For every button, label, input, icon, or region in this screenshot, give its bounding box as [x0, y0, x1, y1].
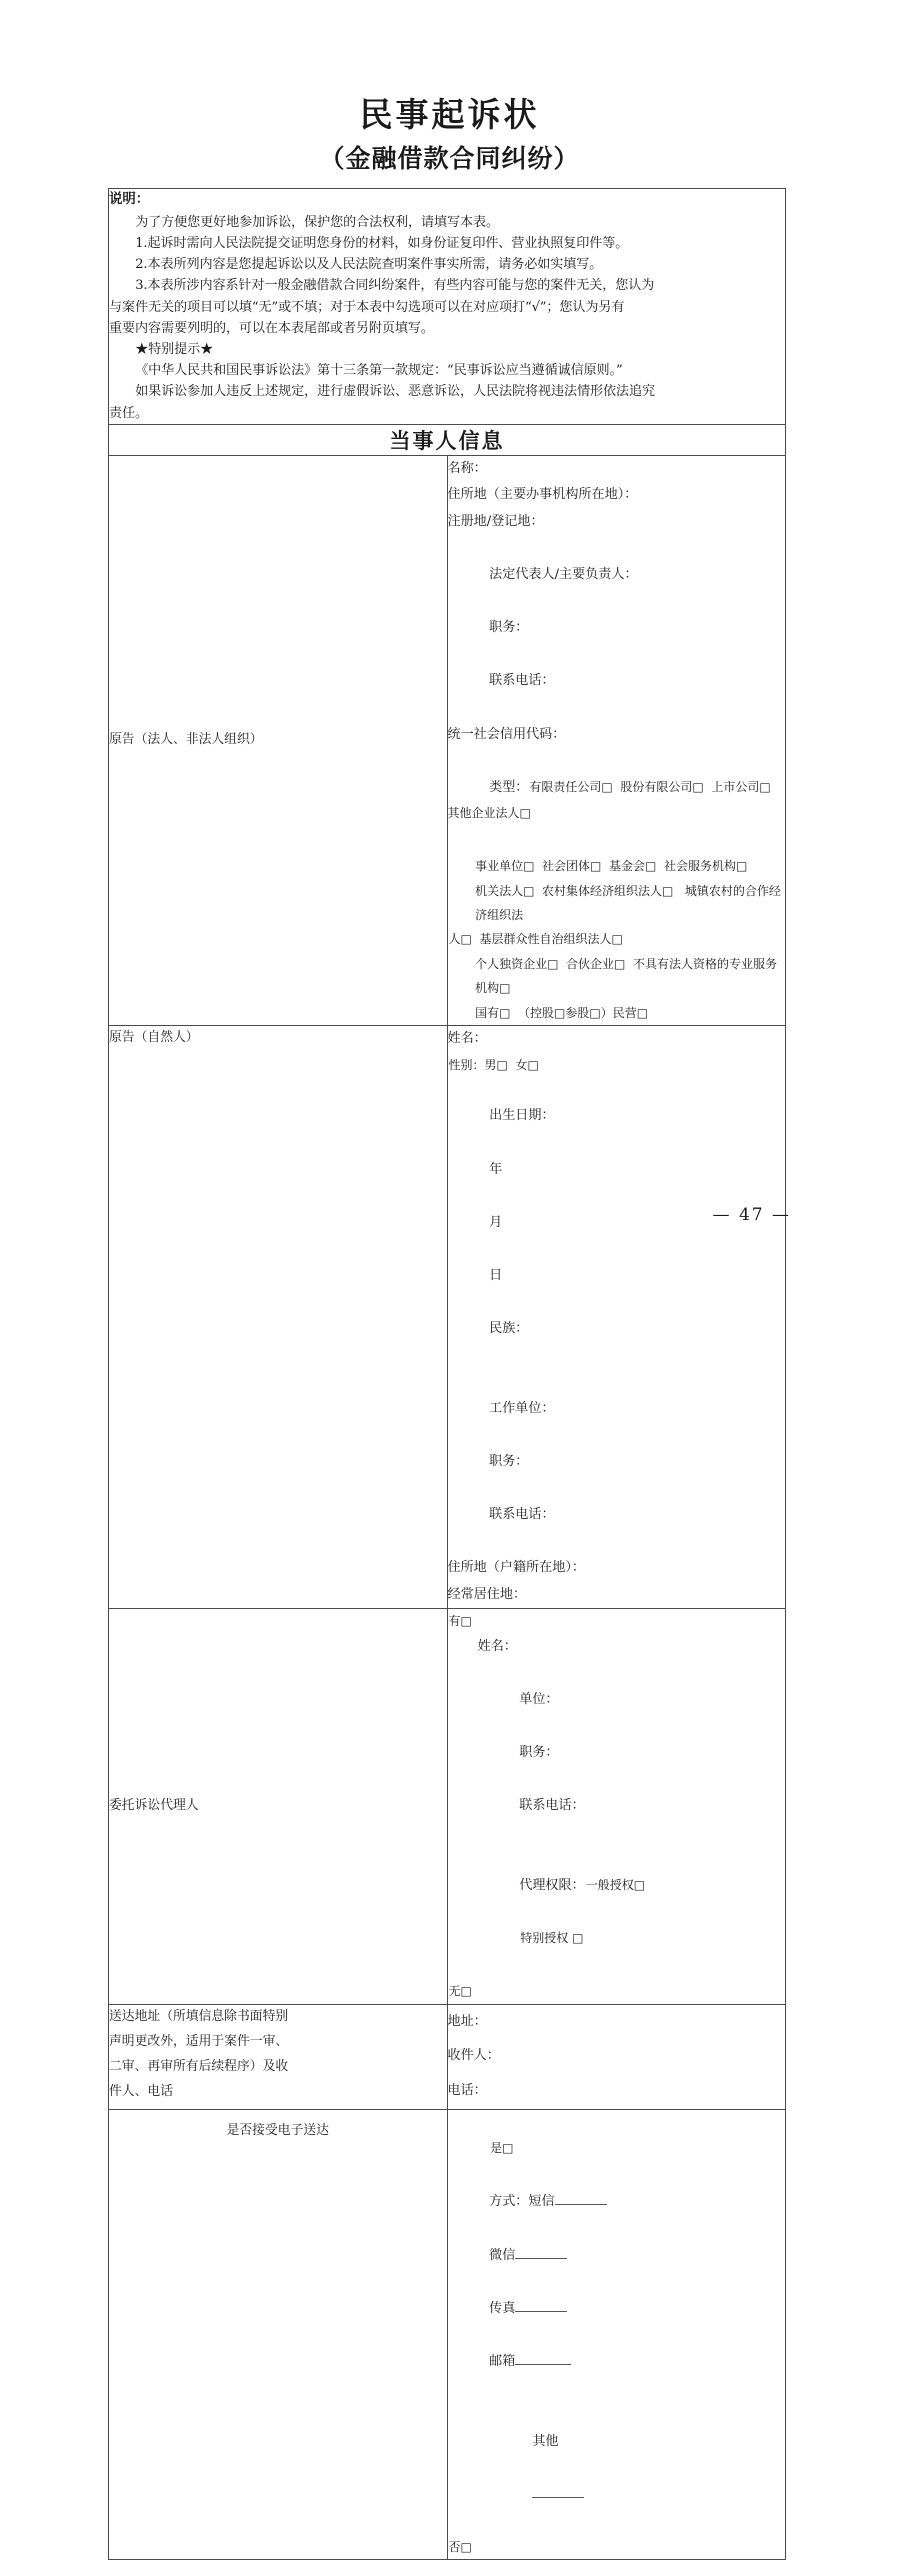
checkbox-authority-general[interactable]: 一般授权□ — [585, 1877, 646, 1892]
field-agent-authority-group — [448, 1846, 786, 1979]
field-service-address[interactable]: 地址： — [447, 2013, 487, 2029]
electronic-service-methods-line — [448, 2110, 786, 2402]
field-entity-legal-rep-group — [448, 535, 786, 721]
field-entity-name[interactable]: 名称： — [447, 460, 487, 476]
field-entity-type-line-1 — [448, 748, 786, 854]
checkbox-electronic-service-no[interactable]: 否□ — [448, 2539, 472, 2554]
field-person-ethnicity[interactable]: 民族： — [489, 1321, 529, 1337]
row-plaintiff-entity — [109, 455, 786, 1025]
instructions-line-1: 1.起诉时需向人民法院提交证明您身份的材料，如身份证复印件、营业执照复印件等。 — [135, 235, 629, 251]
label-service-address-line-4: 件人、电话 — [109, 2083, 173, 2099]
input-method-other[interactable] — [532, 2485, 584, 2498]
field-entity-position[interactable]: 职务： — [489, 620, 529, 636]
page-subtitle: （金融借款合同纠纷） — [319, 143, 580, 173]
field-agent-unit[interactable]: 单位： — [519, 1691, 559, 1707]
field-person-domicile[interactable]: 住所地（户籍所在地）： — [447, 1560, 585, 1576]
field-entity-credit-code[interactable]: 统一社会信用代码： — [447, 726, 566, 742]
field-entity-domicile[interactable]: 住所地（主要办事机构所在地）： — [447, 487, 638, 503]
field-person-position[interactable]: 职务： — [489, 1453, 529, 1469]
field-method-fax[interactable]: 传真 — [489, 2300, 516, 2316]
field-person-name[interactable]: 姓名： — [447, 1030, 487, 1046]
fields-service-address — [447, 2004, 786, 2109]
label-birth-month: 月 — [489, 1214, 503, 1230]
checkbox-electronic-service-yes[interactable]: 是□ — [490, 2141, 514, 2156]
field-person-work-group — [448, 1369, 786, 1555]
instructions-line-2: 2.本表所列内容是您提起诉讼以及人民法院查明案件事实所需，请务必如实填写。 — [135, 257, 603, 273]
field-agent-unit-group — [448, 1660, 786, 1846]
fields-plaintiff-entity — [447, 455, 786, 1025]
row-service-address — [109, 2004, 786, 2109]
label-plaintiff-entity: 原告（法人、非法人组织） — [109, 455, 448, 1025]
section-header-party-information: 当事人信息 — [109, 424, 786, 455]
field-agent-phone[interactable]: 联系电话： — [519, 1798, 585, 1814]
input-method-wechat[interactable] — [515, 2246, 567, 2259]
section-header-row — [109, 424, 786, 455]
field-entity-phone[interactable]: 联系电话： — [489, 673, 555, 689]
field-agent-name[interactable]: 姓名： — [477, 1638, 517, 1654]
checkbox-group-entity-type-5[interactable]: 个人独资企业□ 合伙企业□ 不具有法人资格的专业服务机构□ — [475, 956, 778, 996]
field-method-email[interactable]: 邮箱 — [489, 2353, 516, 2369]
instructions-line-3-cont-a: 与案件无关的项目可以填“无”或不填；对于本表中勾选项可以在对应项打“√”；您认为另有 — [109, 299, 625, 315]
field-person-residence[interactable]: 经常居住地： — [447, 1586, 527, 1602]
checkbox-group-entity-type-1[interactable]: 有限责任公司□ 股份有限公司□ 上市公司□ 其他企业法人□ — [447, 779, 779, 821]
field-method-sms[interactable]: 短信 — [528, 2194, 555, 2210]
page-number: — 47 — — [712, 1205, 791, 1225]
field-person-phone[interactable]: 联系电话： — [489, 1507, 555, 1523]
label-birth-day: 日 — [489, 1267, 503, 1283]
field-method-other[interactable]: 其他 — [532, 2433, 559, 2449]
checkbox-group-entity-type-3[interactable]: 机关法人□ 农村集体经济组织法人□ 城镇农村的合作经济组织法 — [475, 883, 781, 923]
instructions-cell — [109, 189, 786, 425]
instructions-line-3-cont-b: 重要内容需要列明的，可以在本表尾部或者另附页填写。 — [109, 320, 434, 336]
field-service-recipient[interactable]: 收件人： — [447, 2048, 500, 2064]
row-agent — [109, 1609, 786, 2004]
input-method-fax[interactable] — [515, 2299, 567, 2312]
field-person-work-unit[interactable]: 工作单位： — [489, 1400, 555, 1416]
party-information-form — [108, 188, 786, 2560]
instructions-line-0: 为了方便您更好地参加诉讼，保护您的合法权利，请填写本表。 — [135, 214, 500, 230]
field-method-wechat[interactable]: 微信 — [489, 2247, 516, 2263]
field-person-birth-date[interactable]: 出生日期： — [489, 1108, 555, 1124]
label-service-address-line-3: 二审、再审所有后续程序）及收 — [109, 2058, 289, 2074]
page-title: 民事起诉状 — [359, 95, 540, 134]
fields-agent — [447, 1609, 786, 2004]
label-plaintiff-person: 原告（自然人） — [109, 1025, 448, 1609]
label-service-address — [109, 2004, 448, 2109]
label-birth-year: 年 — [489, 1161, 503, 1177]
checkbox-group-person-gender[interactable]: 性别：男□ 女□ — [448, 1057, 539, 1072]
instructions-heading: 说明： — [109, 191, 150, 207]
label-electronic-service-method: 方式： — [489, 2194, 529, 2210]
label-service-address-line-2: 声明更改外，适用于案件一审、 — [109, 2033, 289, 2049]
field-agent-position[interactable]: 职务： — [519, 1745, 559, 1761]
instructions-row — [109, 189, 786, 425]
label-electronic-service: 是否接受电子送达 — [109, 2109, 448, 2560]
special-notice-warning: 如果诉讼参加人违反上述规定，进行虚假诉讼、恶意诉讼，人民法院将视违法情形依法追究 — [135, 384, 655, 400]
label-agent: 委托诉讼代理人 — [109, 1609, 448, 2004]
input-method-email[interactable] — [515, 2352, 571, 2365]
checkbox-agent-none[interactable]: 无□ — [448, 1984, 472, 1999]
checkbox-agent-has[interactable]: 有□ — [448, 1614, 472, 1629]
input-method-sms[interactable] — [555, 2192, 607, 2205]
title-block — [0, 0, 899, 174]
row-electronic-service — [109, 2109, 786, 2560]
label-agent-authority: 代理权限： — [519, 1877, 585, 1893]
field-entity-legal-rep[interactable]: 法定代表人/主要负责人： — [489, 567, 638, 583]
checkbox-group-entity-type-2[interactable]: 事业单位□ 社会团体□ 基金会□ 社会服务机构□ — [475, 859, 748, 874]
field-entity-registration[interactable]: 注册地/登记地： — [447, 513, 544, 529]
field-service-phone[interactable]: 电话： — [447, 2083, 487, 2099]
special-notice-title: ★特别提示★ — [135, 341, 214, 357]
fields-plaintiff-person — [447, 1025, 786, 1609]
special-notice-law: 《中华人民共和国民事诉讼法》第十三条第一款规定：“民事诉讼应当遵循诚信原则。” — [135, 363, 623, 379]
label-entity-type: 类型： — [489, 779, 529, 795]
row-plaintiff-person — [109, 1025, 786, 1609]
electronic-service-other-line — [448, 2402, 786, 2535]
special-notice-warning-tail: 责任。 — [109, 405, 148, 421]
instructions-line-3: 3.本表所涉内容系针对一般金融借款合同纠纷案件，有些内容可能与您的案件无关，您认为 — [135, 278, 655, 294]
checkbox-group-entity-type-4[interactable]: 人□ 基层群众性自治组织法人□ — [448, 932, 623, 947]
label-service-address-line-1: 送达地址（所填信息除书面特别 — [109, 2008, 289, 2024]
fields-electronic-service — [447, 2109, 786, 2560]
checkbox-group-entity-type-6[interactable]: 国有□ （控股□参股□）民营□ — [475, 1005, 649, 1020]
checkbox-authority-special[interactable]: 特别授权 □ — [520, 1931, 584, 1946]
